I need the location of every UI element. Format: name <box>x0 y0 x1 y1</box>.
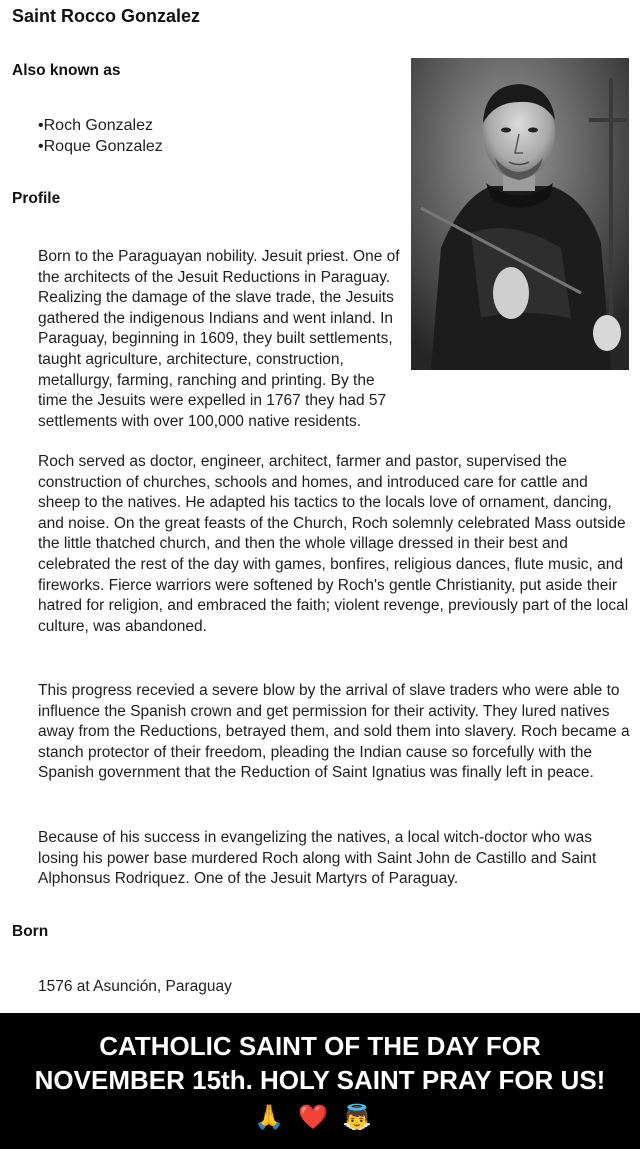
banner-line-2: NOVEMBER 15th. HOLY SAINT PRAY FOR US! <box>34 1065 606 1095</box>
born-heading: Born <box>12 923 49 940</box>
profile-paragraph-1 <box>38 247 630 432</box>
born-text: 1576 at Asunción, Paraguay <box>38 978 232 995</box>
list-item: • Roch Gonzalez <box>38 115 163 136</box>
banner-line-1: CATHOLIC SAINT OF THE DAY FOR <box>99 1031 541 1061</box>
also-known-as-list <box>38 115 163 157</box>
page-title: Saint Rocco Gonzalez <box>12 6 201 26</box>
paragraph-text: Born to the Paraguayan nobility. Jesuit priest. One of the architects of the Jesuit Reductions in Paraguay. Realizing the damage of the slave trade, the Jesuits gathered the indigenous Indians and went inland. In Paraguay, beginning in 1609, they built settlements, taught agriculture, architecture, construction, metallurgy, farming, ranching and printing. By the time the Jesuits were expelled in 1767 they had 57 settlements with over 100,000 native residents. <box>38 248 400 430</box>
profile-paragraph-4: Because of his success in evangelizing the natives, a local witch-doctor who was losing his power base murdered Roch along with Saint John de Castillo and Saint Alphonsus Rodriquez. One of the Jesuit Martyrs of Paraguay. <box>38 829 597 888</box>
also-known-as-heading: Also known as <box>12 62 121 79</box>
emoji-row: 🙏❤️👼 <box>254 1104 386 1131</box>
profile-paragraph-3: This progress recevied a severe blow by the arrival of slave traders who were able to influence the Spanish crown and get permission for their activity. They lured natives away from the Reductions, betrayed them, and sold them into slavery. Roch became a stanch protector of their freedom, pleading the Indian cause so forcefully with the Spanish government that the Reduction of Saint Ignatius was finally left in peace. <box>38 682 630 782</box>
image-spacer <box>404 247 630 394</box>
profile-heading: Profile <box>12 190 61 207</box>
list-item: • Roque Gonzalez <box>38 136 163 157</box>
profile-paragraph-2: Roch served as doctor, engineer, architect, farmer and pastor, supervised the construction of churches, schools and homes, and introduced care for cattle and sheep to the natives. He adapted his tactics to the locals love of ornament, dancing, and noise. On the great feasts of the Church, Roch solemnly celebrated Mass outside the little thatched church, and then the whole village dressed in their best and celebrated the rest of the day with games, bonfires, religious dances, flute music, and fireworks. Fierce warriors were softened by Roch's gentle Christianity, put aside their hatred for religion, and embraced the faith; violent revenge, previously part of the local culture, was abandoned. <box>38 453 629 635</box>
caption-banner <box>0 1013 640 1149</box>
